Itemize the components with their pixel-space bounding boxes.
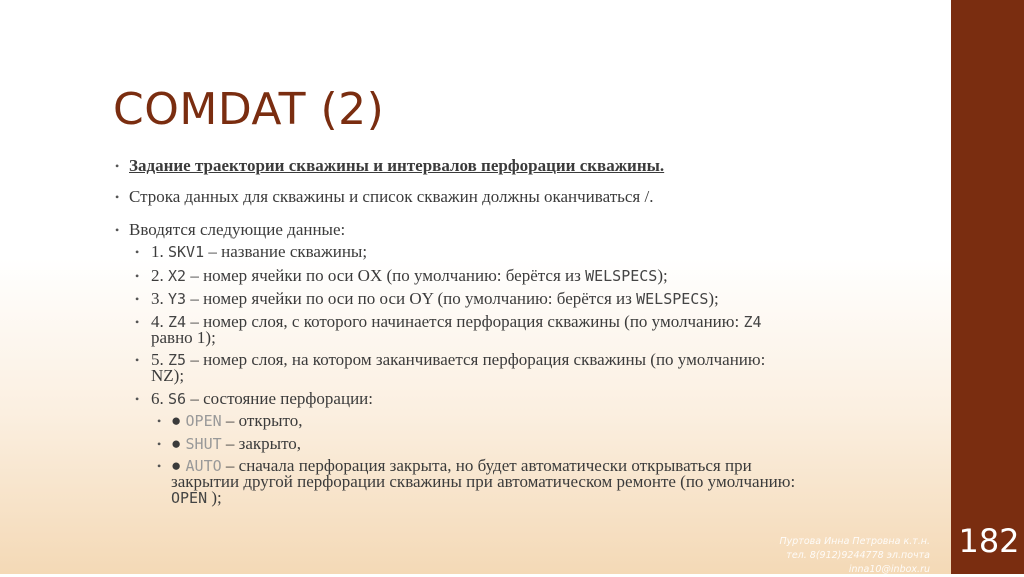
sub-item-text: – состояние перфорации: (190, 389, 373, 408)
sub-item-end: ); (211, 488, 222, 507)
code-keyword: AUTO (185, 457, 222, 475)
code-keyword: OPEN (185, 412, 222, 430)
code-keyword: SKV1 (168, 243, 205, 261)
option-text: – открыто, (225, 411, 303, 430)
code-keyword: OPEN (171, 489, 208, 507)
sub-item-number: 2. (151, 266, 164, 285)
dot-marker: ● (171, 411, 182, 430)
sub-bullet: • (135, 292, 140, 306)
sub-bullet: • (157, 414, 162, 428)
dot-marker: ● (171, 434, 182, 453)
sub-item-2 (113, 268, 851, 284)
code-keyword: Z4 (168, 313, 187, 331)
sub-bullet: • (135, 269, 140, 283)
sub-item-5 (113, 352, 791, 384)
code-keyword: WELSPECS (585, 267, 658, 285)
sub-item-4 (113, 314, 791, 346)
author-name: Пуртова Инна Петровна к.т.н. (779, 536, 930, 547)
code-keyword: Z4 (743, 313, 762, 331)
author-info (735, 535, 930, 577)
option-text: – закрыто, (225, 434, 302, 453)
bullet-dot: • (115, 223, 120, 237)
code-keyword: X2 (168, 267, 187, 285)
option-auto (113, 458, 811, 506)
sub-bullet: • (135, 353, 140, 367)
sub-bullet: • (135, 315, 140, 329)
sub-item-number: 1. (151, 242, 164, 261)
sub-item-text: – номер ячейки по оси по оси OY (по умолчанию: берётся из (190, 289, 632, 308)
sub-bullet: • (157, 459, 162, 473)
bullet-2-text: Строка данных для скважины и список скважин должны оканчиваться /. (129, 187, 654, 206)
code-keyword: S6 (168, 390, 187, 408)
code-keyword: WELSPECS (636, 290, 709, 308)
bullet-3-text: Вводятся следующие данные: (129, 220, 346, 239)
side-accent-bar (951, 0, 1024, 574)
code-keyword: SHUT (185, 435, 222, 453)
sub-bullet: • (157, 437, 162, 451)
sub-item-number: 5. (151, 350, 164, 369)
option-text: – сначала перфорация закрыта, но будет автоматически открываться при закрытии другой перфорации скважины при автоматическом ремонте (по умолчанию: (171, 456, 796, 491)
bullet-2 (113, 189, 653, 205)
sub-item-number: 4. (151, 312, 164, 331)
code-keyword: Y3 (168, 290, 187, 308)
author-email: inna10@inbox.ru (848, 564, 930, 575)
sub-item-text: – название скважины; (208, 242, 368, 261)
bullet-1-text: Задание траектории скважины и интервалов перфорации скважины. (129, 156, 665, 175)
sub-item-text: – номер слоя, на котором заканчивается перфорация скважины (по умолчанию: NZ); (151, 350, 766, 385)
dot-marker: ● (171, 456, 182, 475)
sub-item-text: – номер слоя, с которого начинается перфорация скважины (по умолчанию: (190, 312, 740, 331)
sub-item-number: 3. (151, 289, 164, 308)
page-number: 182 (958, 522, 1020, 560)
sub-item-text: – номер ячейки по оси OX (по умолчанию: берётся из (190, 266, 581, 285)
bullet-1 (113, 158, 664, 174)
sub-bullet: • (135, 392, 140, 406)
sub-item-end: равно 1); (151, 328, 216, 347)
slide-title: COMDAT (2) (113, 84, 385, 135)
option-shut (113, 436, 851, 452)
sub-item-3 (113, 291, 851, 307)
bullet-3 (113, 222, 345, 238)
bullet-dot: • (115, 159, 120, 173)
sub-item-number: 6. (151, 389, 164, 408)
sub-bullet: • (135, 245, 140, 259)
bullet-dot: • (115, 190, 120, 204)
sub-item-end: ); (657, 266, 668, 285)
author-contacts: тел. 8(912)9244778 эл.почта (786, 550, 930, 561)
sub-item-6 (113, 391, 851, 407)
option-open (113, 413, 851, 429)
code-keyword: Z5 (168, 351, 187, 369)
sub-item-1 (113, 244, 851, 260)
sub-item-end: ); (708, 289, 719, 308)
